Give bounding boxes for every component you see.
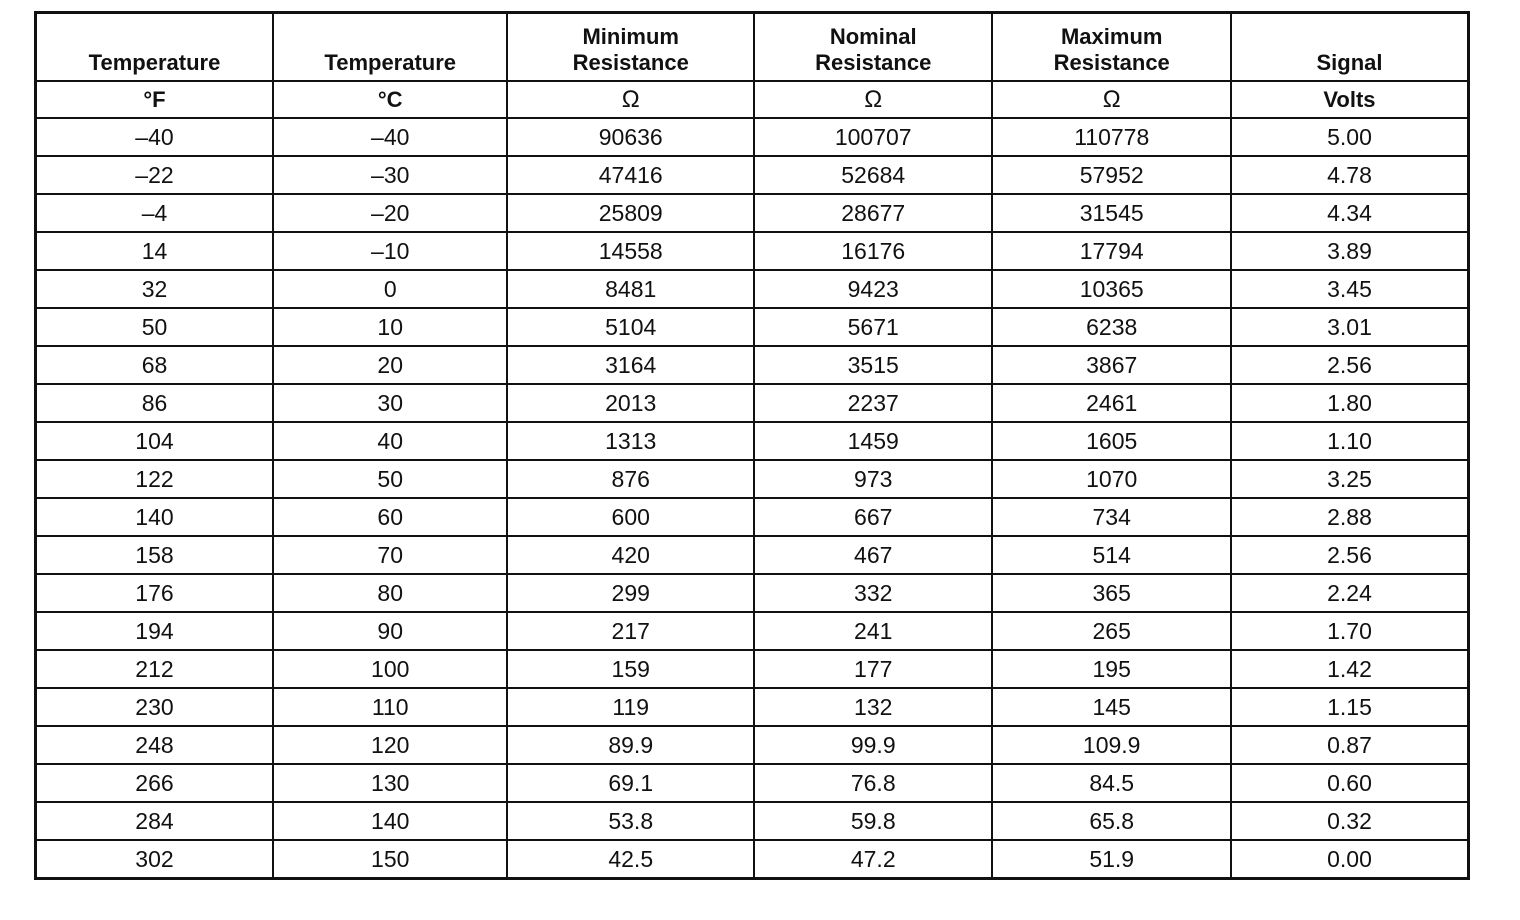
temp-f-cell: 50 [36,308,273,346]
max-resistance-cell: 3867 [992,346,1230,384]
temp-c-cell: 30 [273,384,507,422]
temp-c-cell: –30 [273,156,507,194]
table-row [36,384,1469,422]
nominal-resistance-cell: 1459 [754,422,992,460]
temp-c-cell: 120 [273,726,507,764]
temp-f-cell: 86 [36,384,273,422]
max-resistance-cell: 10365 [992,270,1230,308]
min-resistance-cell: 25809 [507,194,754,232]
table-row [36,650,1469,688]
table-row [36,232,1469,270]
min-resistance-cell: 217 [507,612,754,650]
min-resistance-cell: 600 [507,498,754,536]
max-resistance-cell: 65.8 [992,802,1230,840]
signal-volts-cell: 2.24 [1231,574,1469,612]
table-row [36,688,1469,726]
max-resistance-cell: 734 [992,498,1230,536]
unit-ohm-max: Ω [992,81,1230,118]
temp-c-cell: 70 [273,536,507,574]
min-resistance-cell: 3164 [507,346,754,384]
sensor-resistance-table [34,11,1470,880]
min-resistance-cell: 5104 [507,308,754,346]
unit-volts: Volts [1231,81,1469,118]
signal-volts-cell: 4.78 [1231,156,1469,194]
table-row [36,346,1469,384]
header-temperature-c [273,13,507,82]
signal-volts-cell: 3.01 [1231,308,1469,346]
table-row [36,498,1469,536]
unit-fahrenheit: °F [36,81,273,118]
temp-c-cell: –20 [273,194,507,232]
temp-f-cell: 302 [36,840,273,879]
unit-ohm-min: Ω [507,81,754,118]
signal-volts-cell: 4.34 [1231,194,1469,232]
header-temperature-f [36,13,273,82]
temp-c-cell: –10 [273,232,507,270]
nominal-resistance-cell: 132 [754,688,992,726]
table-row [36,460,1469,498]
temp-f-cell: 284 [36,802,273,840]
header-nominal-resistance [754,13,992,82]
nominal-resistance-cell: 2237 [754,384,992,422]
temp-c-cell: 90 [273,612,507,650]
nominal-resistance-cell: 28677 [754,194,992,232]
temp-c-cell: 40 [273,422,507,460]
min-resistance-cell: 876 [507,460,754,498]
min-resistance-cell: 90636 [507,118,754,156]
min-resistance-cell: 47416 [507,156,754,194]
unit-ohm-nominal: Ω [754,81,992,118]
nominal-resistance-cell: 332 [754,574,992,612]
temp-f-cell: 32 [36,270,273,308]
table-row [36,156,1469,194]
min-resistance-cell: 69.1 [507,764,754,802]
temp-c-cell: 20 [273,346,507,384]
signal-volts-cell: 3.25 [1231,460,1469,498]
nominal-resistance-cell: 100707 [754,118,992,156]
table-row [36,536,1469,574]
temp-f-cell: 104 [36,422,273,460]
header-max-resistance [992,13,1230,82]
temp-f-cell: 194 [36,612,273,650]
header-line-2: Temperature [88,50,221,75]
header-line-1: Nominal [829,24,917,49]
min-resistance-cell: 14558 [507,232,754,270]
header-signal [1231,13,1469,82]
temp-f-cell: –4 [36,194,273,232]
signal-volts-cell: 1.80 [1231,384,1469,422]
temp-c-cell: 100 [273,650,507,688]
table-row [36,118,1469,156]
signal-volts-cell: 0.60 [1231,764,1469,802]
temp-c-cell: 80 [273,574,507,612]
table-row [36,764,1469,802]
temp-c-cell: –40 [273,118,507,156]
nominal-resistance-cell: 47.2 [754,840,992,879]
min-resistance-cell: 299 [507,574,754,612]
temp-f-cell: 14 [36,232,273,270]
temp-c-cell: 150 [273,840,507,879]
signal-volts-cell: 5.00 [1231,118,1469,156]
nominal-resistance-cell: 973 [754,460,992,498]
temp-f-cell: 122 [36,460,273,498]
unit-row [36,81,1469,118]
table-body [36,118,1469,879]
temp-f-cell: 176 [36,574,273,612]
min-resistance-cell: 119 [507,688,754,726]
min-resistance-cell: 420 [507,536,754,574]
temp-f-cell: 158 [36,536,273,574]
temp-f-cell: 266 [36,764,273,802]
temp-f-cell: 230 [36,688,273,726]
min-resistance-cell: 2013 [507,384,754,422]
signal-volts-cell: 1.10 [1231,422,1469,460]
min-resistance-cell: 42.5 [507,840,754,879]
unit-celsius: °C [273,81,507,118]
signal-volts-cell: 3.89 [1231,232,1469,270]
max-resistance-cell: 145 [992,688,1230,726]
table-row [36,422,1469,460]
signal-volts-cell: 0.87 [1231,726,1469,764]
nominal-resistance-cell: 5671 [754,308,992,346]
min-resistance-cell: 53.8 [507,802,754,840]
max-resistance-cell: 51.9 [992,840,1230,879]
table-row [36,574,1469,612]
nominal-resistance-cell: 99.9 [754,726,992,764]
min-resistance-cell: 159 [507,650,754,688]
header-line-2: Resistance [815,50,932,75]
max-resistance-cell: 265 [992,612,1230,650]
max-resistance-cell: 2461 [992,384,1230,422]
nominal-resistance-cell: 52684 [754,156,992,194]
header-line-2: Resistance [1053,50,1170,75]
max-resistance-cell: 110778 [992,118,1230,156]
max-resistance-cell: 31545 [992,194,1230,232]
signal-volts-cell: 1.42 [1231,650,1469,688]
table-row [36,802,1469,840]
temp-f-cell: 68 [36,346,273,384]
temp-c-cell: 0 [273,270,507,308]
min-resistance-cell: 8481 [507,270,754,308]
header-min-resistance [507,13,754,82]
max-resistance-cell: 514 [992,536,1230,574]
table-row [36,726,1469,764]
nominal-resistance-cell: 59.8 [754,802,992,840]
min-resistance-cell: 1313 [507,422,754,460]
max-resistance-cell: 1605 [992,422,1230,460]
table-row [36,270,1469,308]
header-row [36,13,1469,82]
nominal-resistance-cell: 467 [754,536,992,574]
nominal-resistance-cell: 9423 [754,270,992,308]
signal-volts-cell: 0.00 [1231,840,1469,879]
max-resistance-cell: 17794 [992,232,1230,270]
header-line-1: Minimum [582,24,679,49]
max-resistance-cell: 57952 [992,156,1230,194]
table-row [36,194,1469,232]
temp-f-cell: 248 [36,726,273,764]
nominal-resistance-cell: 76.8 [754,764,992,802]
temp-c-cell: 110 [273,688,507,726]
nominal-resistance-cell: 3515 [754,346,992,384]
temp-c-cell: 140 [273,802,507,840]
temp-c-cell: 60 [273,498,507,536]
table-row [36,612,1469,650]
nominal-resistance-cell: 667 [754,498,992,536]
max-resistance-cell: 365 [992,574,1230,612]
nominal-resistance-cell: 177 [754,650,992,688]
max-resistance-cell: 109.9 [992,726,1230,764]
signal-volts-cell: 1.70 [1231,612,1469,650]
temp-f-cell: –40 [36,118,273,156]
signal-volts-cell: 2.88 [1231,498,1469,536]
table-row [36,840,1469,879]
table-row [36,308,1469,346]
temp-f-cell: –22 [36,156,273,194]
signal-volts-cell: 3.45 [1231,270,1469,308]
max-resistance-cell: 195 [992,650,1230,688]
signal-volts-cell: 2.56 [1231,346,1469,384]
temp-f-cell: 212 [36,650,273,688]
max-resistance-cell: 1070 [992,460,1230,498]
min-resistance-cell: 89.9 [507,726,754,764]
max-resistance-cell: 84.5 [992,764,1230,802]
temp-c-cell: 50 [273,460,507,498]
temp-c-cell: 10 [273,308,507,346]
header-line-1: Maximum [1060,24,1163,49]
header-line-2: Temperature [324,50,457,75]
signal-volts-cell: 1.15 [1231,688,1469,726]
signal-volts-cell: 0.32 [1231,802,1469,840]
max-resistance-cell: 6238 [992,308,1230,346]
nominal-resistance-cell: 241 [754,612,992,650]
header-line-2: Resistance [572,50,689,75]
header-line-2: Signal [1316,50,1383,75]
temp-f-cell: 140 [36,498,273,536]
nominal-resistance-cell: 16176 [754,232,992,270]
temp-c-cell: 130 [273,764,507,802]
signal-volts-cell: 2.56 [1231,536,1469,574]
